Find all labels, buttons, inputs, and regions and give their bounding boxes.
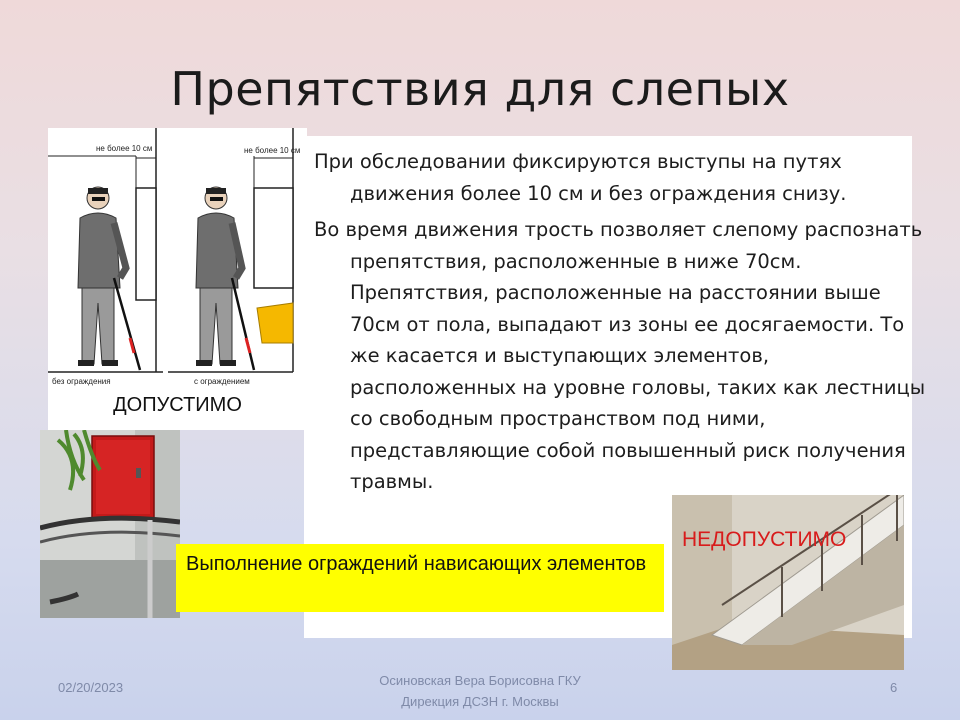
not-allowed-label: НЕДОПУСТИМО <box>682 528 847 551</box>
figure-label-right-bottom: с ограждением <box>194 377 250 386</box>
blind-person-illustration <box>48 128 307 388</box>
obstacle-figure <box>48 128 307 430</box>
figure-label-left-top: не более 10 см <box>96 144 153 153</box>
footer-author-line1: Осиновская Вера Борисовна ГКУ <box>379 673 581 688</box>
paragraph-protrusions: При обследовании фиксируются выступы на путях движения более 10 см и без ограждения снизу. <box>314 150 847 205</box>
slide-number: 6 <box>890 680 898 695</box>
figure-label-right-top: не более 10 см <box>244 146 301 155</box>
allowed-caption: ДОПУСТИМО <box>113 394 242 416</box>
slide-title: Препятствия для слепых <box>170 62 790 116</box>
footer-author <box>340 670 620 712</box>
fire-cabinet-photo <box>40 430 180 618</box>
callout-box <box>176 544 664 612</box>
footer-date: 02/20/2023 <box>58 680 124 695</box>
footer-author-line2: Дирекция ДСЗН г. Москвы <box>401 694 559 709</box>
figure-label-left-bottom: без ограждения <box>52 377 111 386</box>
callout-text: Выполнение ограждений нависающих элементов <box>186 553 647 575</box>
paragraph-cane: Во время движения трость позволяет слепому распознать препятствия, расположенные в ниже 70см. Препятствия, расположенные на расстоянии выше 70см от пола, выпадают из зоны ее досягаемости. То же касается и выступающих элементов, расположенных на уровне головы, таких как лестницы со свободным пространством под ними, представляющие собой повышенный риск получения травмы. <box>314 218 926 493</box>
open-staircase-photo <box>672 495 904 670</box>
